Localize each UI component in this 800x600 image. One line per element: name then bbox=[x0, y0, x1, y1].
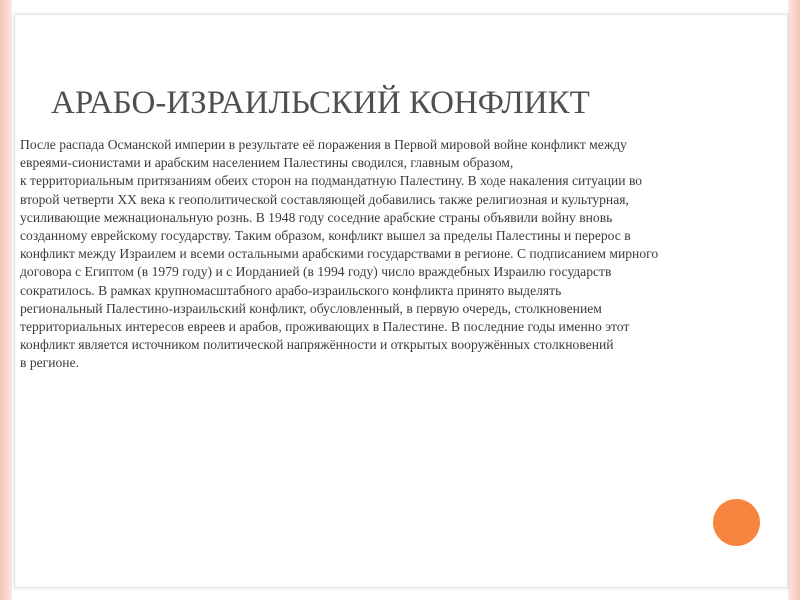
body-line: региональный Палестино-израильский конфликт, обусловленный, в первую очередь, столкновением bbox=[20, 300, 602, 316]
slide-body bbox=[20, 136, 772, 373]
body-line: в регионе. bbox=[20, 355, 80, 371]
body-line: сократилось. В рамках крупномасштабного арабо-израильского конфликта принято выделять bbox=[20, 282, 562, 298]
body-line: созданному еврейскому государству. Таким образом, конфликт вышел за пределы Палестины и перерос в bbox=[20, 228, 631, 244]
right-decorative-border bbox=[788, 0, 800, 600]
left-decorative-border bbox=[0, 0, 12, 600]
body-line: территориальных интересов евреев и арабов, проживающих в Палестине. В последние годы именно этот bbox=[20, 319, 630, 335]
slide-title: АРАБО-ИЗРАИЛЬСКИЙ КОНФЛИКТ bbox=[51, 85, 590, 121]
body-line: конфликт является источником политической напряжённости и открытых вооружённых столкновений bbox=[20, 337, 614, 353]
body-line: усиливающие межнациональную рознь. В 1948 году соседние арабские страны объявили войну вновь bbox=[20, 209, 613, 225]
body-line: конфликт между Израилем и всеми остальными арабскими государствами в регионе. С подписанием мирного bbox=[20, 246, 659, 262]
orange-circle-accent bbox=[713, 499, 760, 546]
body-line: к территориальным притязаниям обеих сторон на подмандатную Палестину. В ходе накаления ситуации во bbox=[20, 173, 643, 189]
body-line: евреями-сионистами и арабским населением Палестины сводился, главным образом, bbox=[20, 155, 514, 171]
body-line: договора с Египтом (в 1979 году) и с Иорданией (в 1994 году) число враждебных Израилю государств bbox=[20, 264, 612, 280]
body-line: второй четверти XX века к геополитической составляющей добавились также религиозная и культурная, bbox=[20, 191, 629, 207]
body-line: После распада Османской империи в результате её поражения в Первой мировой войне конфликт между bbox=[20, 137, 627, 152]
slide bbox=[14, 14, 788, 588]
